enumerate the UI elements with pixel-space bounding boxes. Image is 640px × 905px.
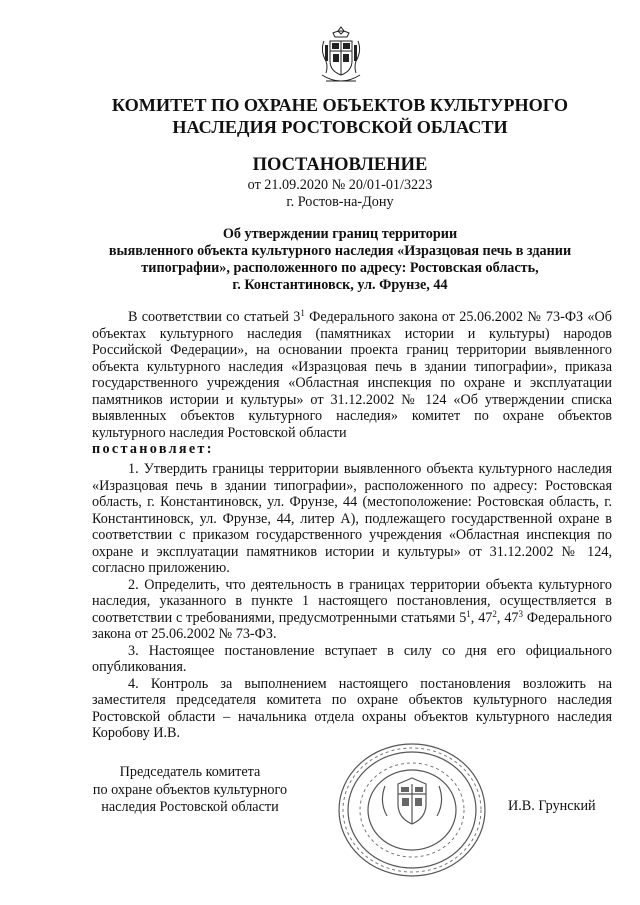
resolves-word: постановляет: xyxy=(92,441,214,457)
position-line-2: по охране объектов культурного xyxy=(92,781,288,798)
subject-line-1: Об утверждении границ территории xyxy=(222,226,458,242)
item-2-text-2: , 47 xyxy=(470,609,493,626)
signatory-name: И.В. Грунский xyxy=(508,798,596,814)
item-2-sup-3: 3 xyxy=(518,608,524,619)
preamble-text-2: Федерального закона от 25.06.2002 № 73-ФЗ «Об объектах культурного наследия (памятниках истории и культуры) народов Российской Федерации», на основании проекта границ территории выявленного объекта культурного наследия «Изразцовая печь в здании типографии», приказа государственного учреждения «Областная инспекция по охране и эксплуатации памятников истории и культуры» от 31.12.2002 № 124 «Об утверждении списка выявленных объектов культурного наследия» комитет по охране объектов культурного наследия Ростовской области xyxy=(92,309,612,441)
item-2-text-4: Федерального закона от 25.06.2002 № 73-ФЗ. xyxy=(92,609,613,642)
committee-line-2: НАСЛЕДИЯ РОСТОВСКОЙ ОБЛАСТИ xyxy=(172,117,508,137)
subject-line-3: типографии», расположенного по адресу: Ростовская область, xyxy=(141,260,539,276)
decree-date-number: от 21.09.2020 № 20/01-01/3223 xyxy=(247,177,433,193)
item-2-text-1: 2. Определить, что деятельность в границах территории объекта культурного наследия, указанного в пункте 1 настоящего постановления, осуществляется в соответствии с требованиями, предусмотренными статьями 5 xyxy=(92,576,612,626)
subject-line-4: г. Константиновск, ул. Фрунзе, 44 xyxy=(232,277,448,293)
preamble xyxy=(92,309,612,458)
item-2 xyxy=(92,577,612,643)
item-1: 1. Утвердить границы территории выявленного объекта культурного наследия «Изразцовая печь в здании типографии», расположенного по адресу: Ростовская область, г. Константиновск, ул. Фрунзе, 44 (местоположение: Ростовская область, г. Константиновск, ул. Фрунзе, 44, литер А), подлежащего государственной охране в соответствии с приказом государственного учреждения «Областная инспекция по охране и эксплуатации памятников истории и культуры» от 31.12.2002 № 124, согласно приложению. xyxy=(92,461,612,576)
item-4: 4. Контроль за выполнением настоящего постановления возложить на заместителя председателя комитета по охране объектов культурного наследия Ростовской области – начальника отдела охраны объектов культурного наследия Коробову И.В. xyxy=(92,675,612,741)
committee-line-1: КОМИТЕТ ПО ОХРАНЕ ОБЪЕКТОВ КУЛЬТУРНОГО xyxy=(111,95,569,115)
decree-subject xyxy=(60,226,620,294)
round-stamp-icon xyxy=(335,740,489,880)
signatory-position xyxy=(80,764,300,817)
item-2-text-3: , 47 xyxy=(496,609,519,626)
position-line-3: наследия Ростовской области xyxy=(101,799,279,815)
preamble-sup-1: 1 xyxy=(300,308,305,318)
subject-line-2: выявленного объекта культурного наследия «Изразцовая печь в здании xyxy=(108,243,572,259)
item-3: 3. Настоящее постановление вступает в силу со дня его официального опубликования. xyxy=(92,642,612,675)
decree-items xyxy=(92,461,612,742)
preamble-text-1: В соответствии со статьей 3 xyxy=(128,309,301,325)
committee-name xyxy=(60,94,620,138)
item-2-sup-1: 1 xyxy=(466,608,471,619)
decree-title: ПОСТАНОВЛЕНИЕ xyxy=(252,155,428,175)
coat-of-arms-icon xyxy=(318,25,364,89)
preamble-paragraph xyxy=(92,309,612,441)
decree-city: г. Ростов-на-Дону xyxy=(286,194,394,210)
item-2-sup-2: 2 xyxy=(492,608,497,619)
position-line-1: Председатель комитета xyxy=(119,764,261,780)
